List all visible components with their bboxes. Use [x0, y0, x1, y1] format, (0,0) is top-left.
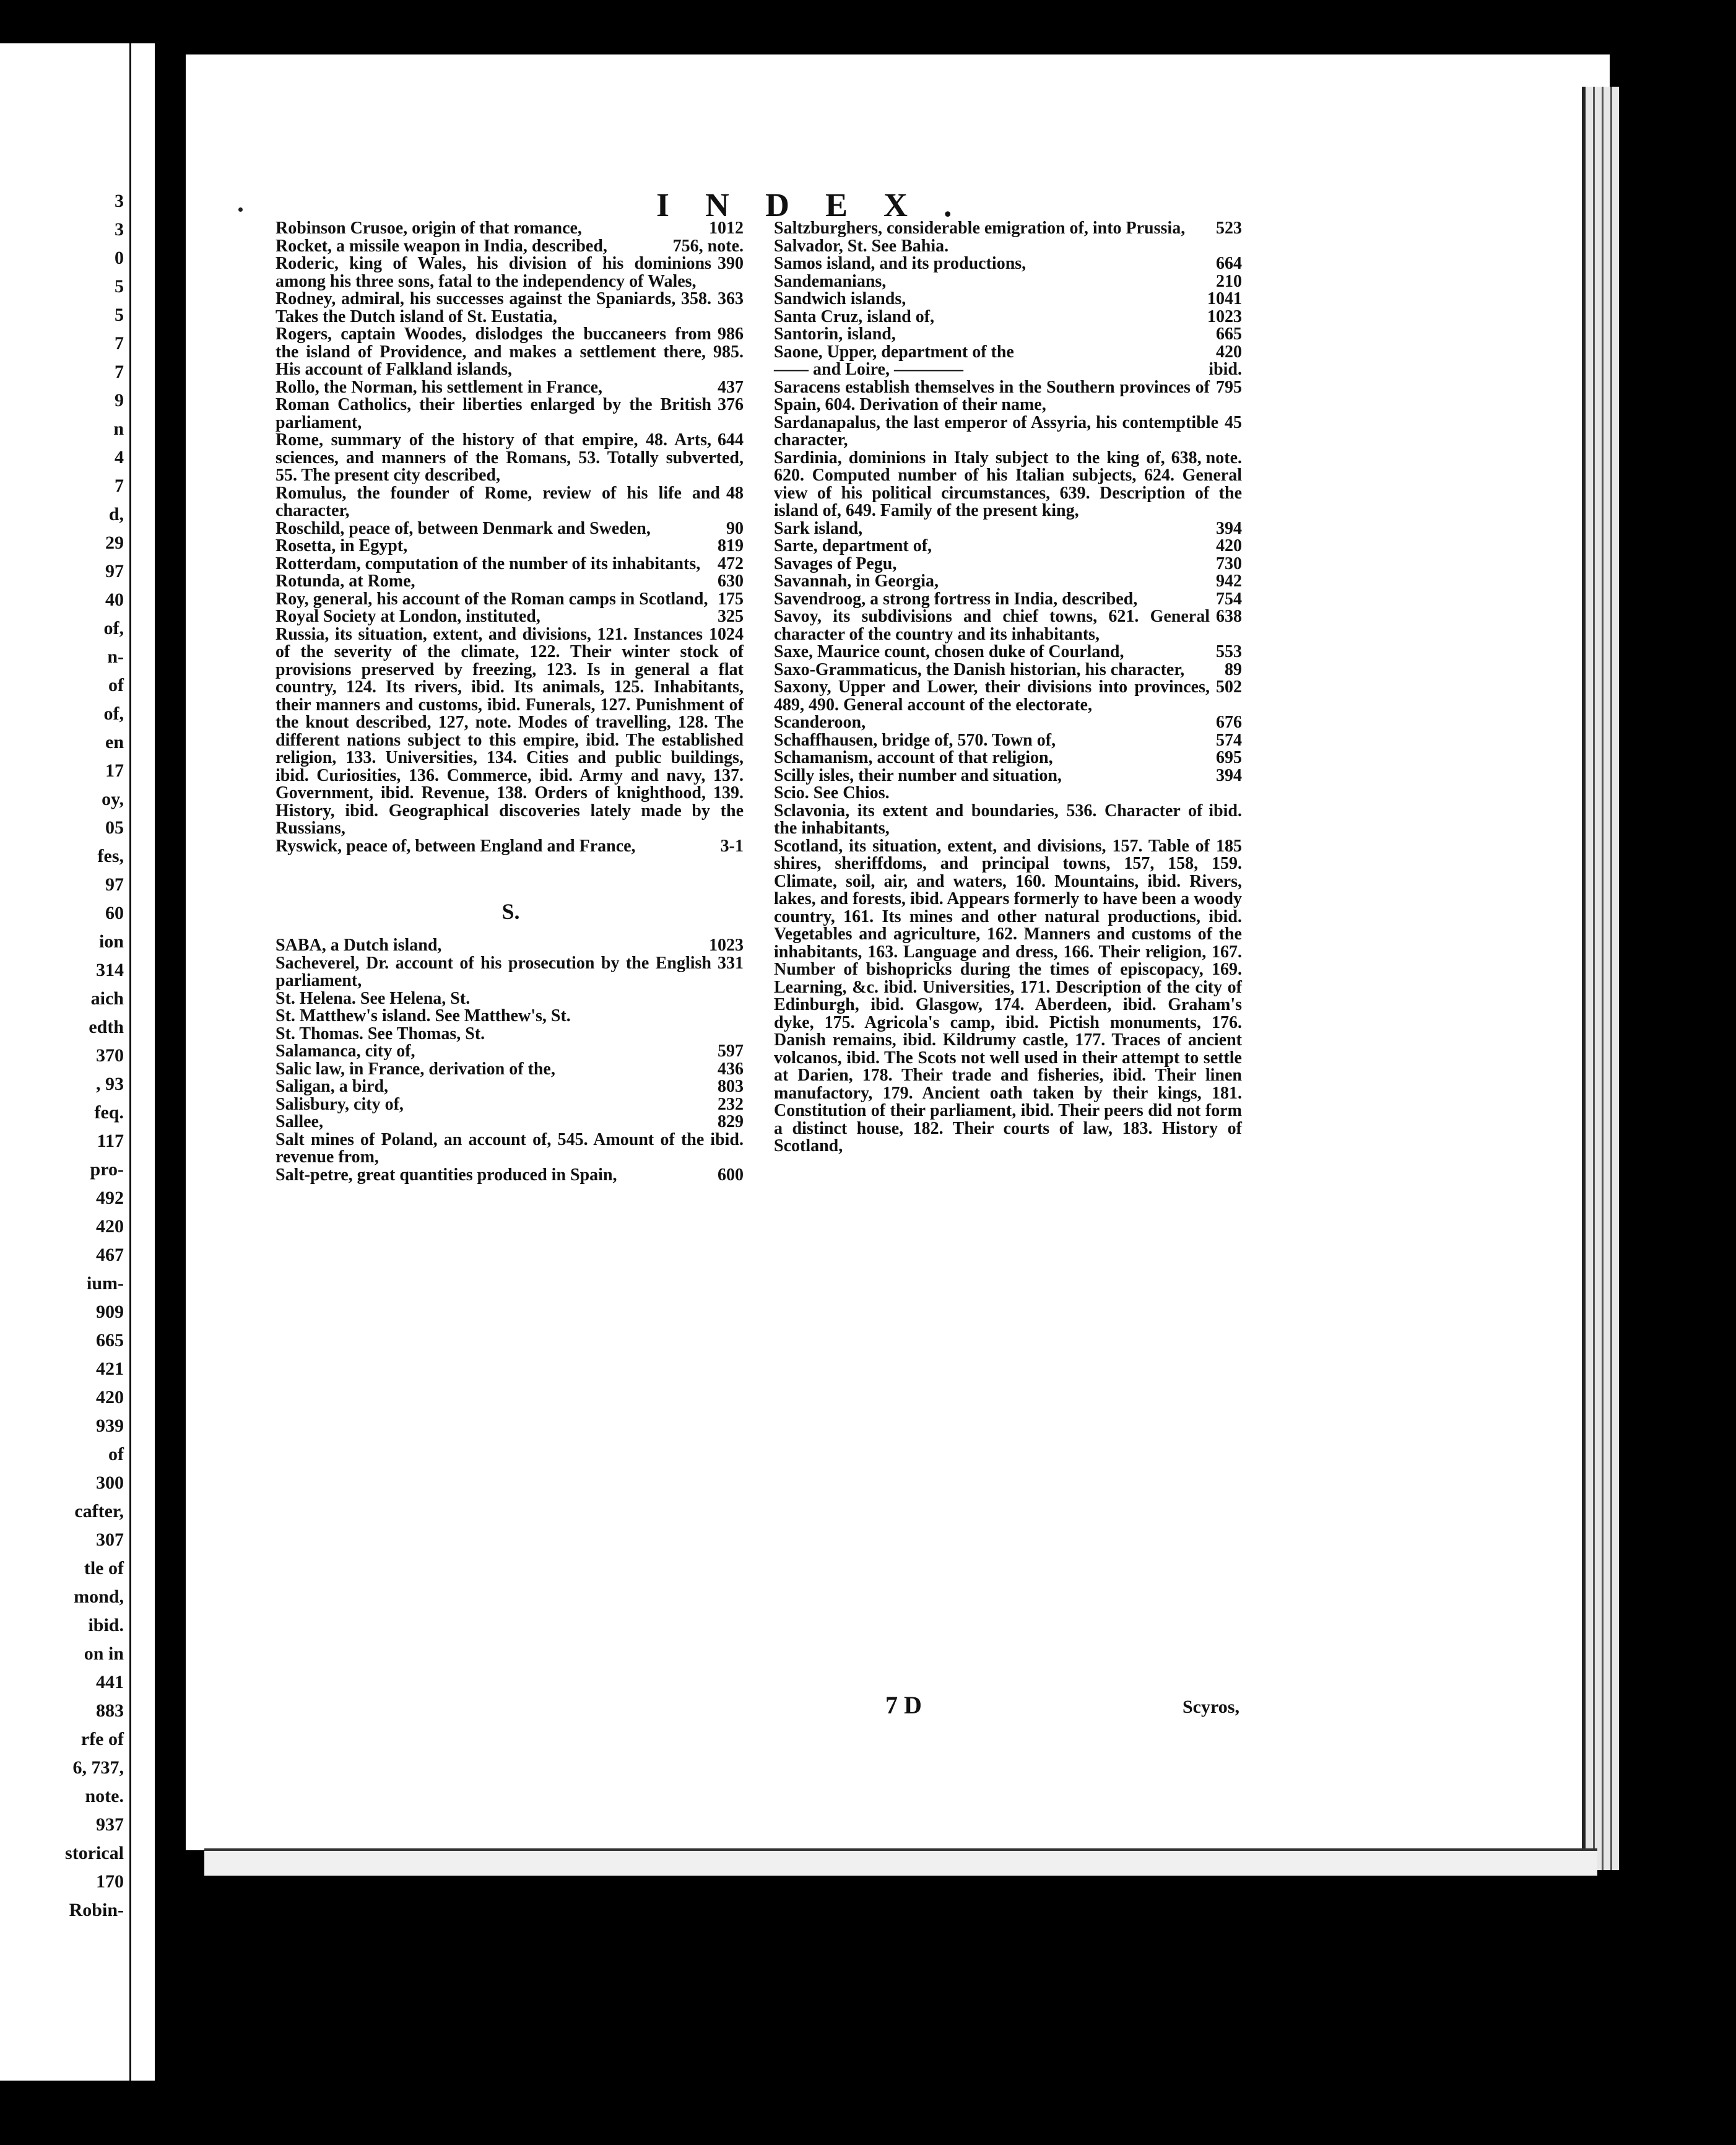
- entry-text: Salisbury, city of,: [276, 1094, 404, 1114]
- entry-page-ref: 325: [718, 607, 744, 626]
- adjacent-page-text-fragment: 300: [96, 1473, 124, 1493]
- index-entry: [276, 555, 746, 573]
- entry-page-ref: 436: [718, 1059, 744, 1079]
- entry-page-ref: 376: [718, 395, 744, 414]
- page-bottom-fold: [204, 1848, 1597, 1876]
- entry-page-ref: 437: [718, 377, 744, 397]
- adjacent-page-text-fragment: 97: [105, 561, 124, 581]
- adjacent-page-text-fragment: 17: [105, 760, 124, 781]
- adjacent-page-text-fragment: 97: [105, 874, 124, 895]
- index-entry: [276, 1061, 746, 1079]
- entry-page-ref: 597: [718, 1042, 744, 1061]
- entry-text: Scio. See Chios.: [774, 783, 890, 803]
- index-entry: [774, 308, 1244, 326]
- index-entry: [276, 1007, 746, 1025]
- entry-text: Savoy, its subdivisions and chief towns, 621. General character of the country and its inhabitants,: [774, 607, 1210, 644]
- entry-text: Sandwich islands,: [774, 289, 906, 308]
- entry-page-ref: 89: [1225, 659, 1242, 679]
- left-column: [276, 220, 746, 1184]
- index-entry: [276, 537, 746, 555]
- entry-page-ref: 600: [718, 1165, 744, 1185]
- adjacent-page-text-fragment: pro-: [90, 1159, 124, 1180]
- entry-page-ref: 1012: [709, 219, 744, 238]
- signature-mark: 7 D: [885, 1691, 922, 1719]
- adjacent-page-text-fragment: 117: [97, 1131, 124, 1151]
- index-entry: [276, 573, 746, 591]
- entry-text: Romulus, the founder of Rome, review of his life and character,: [276, 483, 720, 520]
- section-letter: S.: [501, 899, 520, 924]
- entry-page-ref: ibid.: [1209, 360, 1242, 379]
- adjacent-page-text-fragment: mond,: [74, 1586, 124, 1607]
- entry-text: Saligan, a bird,: [276, 1077, 389, 1096]
- adjacent-page-text-fragment: n: [113, 419, 124, 439]
- index-entry: [276, 485, 746, 520]
- entry-text: Sarte, department of,: [774, 536, 932, 555]
- entry-text: Scanderoon,: [774, 713, 866, 732]
- index-entry: [276, 379, 746, 397]
- index-entry: [276, 937, 746, 955]
- entry-page-ref: 630: [718, 572, 744, 591]
- index-entry: [276, 520, 746, 538]
- index-entry: [276, 626, 746, 838]
- entry-page-ref: 523: [1216, 219, 1242, 238]
- entry-text: Rotterdam, computation of the number of its inhabitants,: [276, 554, 701, 573]
- entry-text: Saxony, Upper and Lower, their divisions into provinces, 489, 490. General account of the electorate,: [774, 677, 1210, 715]
- entry-page-ref: 1041: [1207, 289, 1242, 308]
- entry-page-ref: 210: [1216, 271, 1242, 291]
- adjacent-page-text-fragment: of: [108, 1444, 124, 1464]
- adjacent-page-text-fragment: aich: [90, 988, 124, 1009]
- entry-text: Royal Society at London, instituted,: [276, 607, 540, 626]
- entry-page-ref: 1023: [709, 936, 744, 955]
- index-entry: [774, 838, 1244, 1155]
- adjacent-page-text-fragment: 939: [96, 1416, 124, 1436]
- adjacent-page-text-fragment: 937: [96, 1814, 124, 1835]
- adjacent-page-text-fragment: 60: [105, 903, 124, 923]
- entry-page-ref: 756, note.: [672, 236, 744, 256]
- adjacent-page-text-fragment: 7: [115, 476, 124, 496]
- entry-page-ref: 331: [718, 953, 744, 973]
- adjacent-page-text-fragment: oy,: [102, 789, 124, 809]
- entry-page-ref: 803: [718, 1077, 744, 1096]
- adjacent-page-text-fragment: 9: [115, 390, 124, 411]
- entry-page-ref: 363: [718, 289, 744, 308]
- adjacent-page-text-fragment: Robin-: [69, 1900, 124, 1920]
- entry-text: Savannah, in Georgia,: [774, 572, 939, 591]
- entry-text: Scilly isles, their number and situation,: [774, 765, 1062, 785]
- entry-page-ref: 754: [1216, 589, 1242, 609]
- entry-text: Santorin, island,: [774, 324, 896, 344]
- entry-page-ref: 175: [718, 589, 744, 609]
- entry-page-ref: ibid.: [710, 1129, 744, 1149]
- entry-page-ref: 185: [1216, 836, 1242, 856]
- entry-page-ref: 553: [1216, 642, 1242, 661]
- entry-text: Santa Cruz, island of,: [774, 307, 935, 326]
- entry-text: Sardinia, dominions in Italy subject to the king of, 620. Computed number of his Italian subjects, 624. General view of his political circumstances, 639. Description of the island of, 649. Family of the present king,: [774, 448, 1242, 520]
- adjacent-page-text-fragment: storical: [65, 1843, 124, 1863]
- entry-text: Saltzburghers, considerable emigration of, into Prussia,: [774, 219, 1186, 238]
- adjacent-page-text-fragment: 05: [105, 817, 124, 838]
- index-entry: [774, 767, 1244, 785]
- index-entry: [774, 326, 1244, 344]
- entry-page-ref: 1024: [709, 624, 744, 644]
- index-entry: [774, 732, 1244, 750]
- index-entry: [276, 1078, 746, 1096]
- adjacent-page-text-fragment: on in: [84, 1643, 124, 1664]
- entry-page-ref: 48: [726, 483, 744, 503]
- right-column: [774, 220, 1244, 1155]
- index-entry: [774, 749, 1244, 767]
- adjacent-page-text-fragment: 0: [115, 248, 124, 268]
- entry-text: Rosetta, in Egypt,: [276, 536, 408, 555]
- index-entry: [774, 520, 1244, 538]
- entry-text: Ryswick, peace of, between England and France,: [276, 836, 636, 856]
- entry-text: Rotunda, at Rome,: [276, 572, 415, 591]
- adjacent-page-text-fragment: 370: [96, 1045, 124, 1066]
- adjacent-page-text-fragment: 420: [96, 1216, 124, 1237]
- adjacent-page-text-fragment: ion: [98, 931, 124, 952]
- index-entry: [774, 379, 1244, 414]
- index-entry: [774, 414, 1244, 450]
- index-entry: [774, 238, 1244, 256]
- entry-page-ref: 986: [718, 324, 744, 344]
- adjacent-page-edge: [129, 43, 131, 2081]
- entry-text: Samos island, and its productions,: [774, 254, 1026, 273]
- entry-page-ref: 942: [1216, 572, 1242, 591]
- entry-text: Sclavonia, its extent and boundaries, 536. Character of the inhabitants,: [774, 801, 1203, 838]
- entry-text: Roman Catholics, their liberties enlarged by the British parliament,: [276, 395, 711, 432]
- index-entry: [276, 1167, 746, 1185]
- index-entry: [774, 273, 1244, 291]
- entry-text: Schamanism, account of that religion,: [774, 748, 1053, 767]
- adjacent-page-text-fragment: 467: [96, 1245, 124, 1265]
- index-entry: [276, 238, 746, 256]
- index-entry: [774, 255, 1244, 273]
- entry-text: Saone, Upper, department of the: [774, 342, 1014, 362]
- entry-page-ref: 420: [1216, 342, 1242, 362]
- adjacent-page-text-fragment: note.: [85, 1786, 124, 1806]
- entry-page-ref: 472: [718, 554, 744, 573]
- index-entry: [276, 1096, 746, 1114]
- entry-page-ref: 638, note.: [1171, 448, 1242, 468]
- index-entry: [774, 344, 1244, 362]
- adjacent-page-text-fragment: 6, 737,: [72, 1757, 124, 1778]
- index-entry: [276, 990, 746, 1008]
- entry-page-ref: 644: [718, 430, 744, 450]
- entry-text: Saracens establish themselves in the Southern provinces of Spain, 604. Derivation of their name,: [774, 377, 1210, 414]
- adjacent-page-text-fragment: en: [105, 732, 124, 752]
- index-entry: [774, 591, 1244, 609]
- adjacent-page-text-fragment: 420: [96, 1387, 124, 1408]
- adjacent-page-text-fragment: 170: [96, 1871, 124, 1892]
- adjacent-page-text-fragment: 5: [115, 276, 124, 297]
- adjacent-page-text-fragment: 307: [96, 1529, 124, 1550]
- entry-page-ref: 829: [718, 1112, 744, 1131]
- adjacent-page-text-fragment: 40: [105, 590, 124, 610]
- adjacent-page-text-fragment: 5: [115, 305, 124, 325]
- entry-text: Saxo-Grammaticus, the Danish historian, his character,: [774, 659, 1185, 679]
- entry-page-ref: 390: [718, 254, 744, 273]
- index-entry: [276, 396, 746, 432]
- entry-page-ref: 695: [1216, 748, 1242, 767]
- index-entry: [774, 450, 1244, 520]
- index-entry: [276, 326, 746, 379]
- entry-text: St. Helena. See Helena, St.: [276, 988, 471, 1008]
- adjacent-page-text-fragment: ium-: [87, 1273, 124, 1294]
- entry-text: Sardanapalus, the last emperor of Assyria, his contemptible character,: [774, 412, 1218, 450]
- entry-page-ref: 420: [1216, 536, 1242, 555]
- ink-speck: [238, 207, 243, 212]
- index-entry: [774, 361, 1244, 379]
- entry-page-ref: 232: [718, 1094, 744, 1114]
- adjacent-page-text-fragment: edth: [89, 1017, 124, 1037]
- page-header: INDEX.: [656, 186, 988, 224]
- index-entry: [276, 838, 746, 856]
- index-entry: [276, 1025, 746, 1043]
- adjacent-page-fragment: [0, 43, 155, 2081]
- page-stack-edge: [1582, 87, 1619, 1870]
- index-entry: [276, 255, 746, 290]
- index-entry: [774, 220, 1244, 238]
- adjacent-page-text-fragment: fes,: [97, 846, 124, 866]
- entry-text: Russia, its situation, extent, and divisions, 121. Instances of the severity of the climate, 122. Their winter stock of provisions preserved by freezing, 123. Is in general a flat country, 124. Its rivers, ibid. Its animals, 125. Inhabitants, their manners and customs, ibid. Funerals, 127. Punishment of the knout described, 127, note. Modes of travelling, 128. The different nations subject to this empire, ibid. The established religion, 133. Universities, 134. Cities and public buildings, ibid. Curiosities, 136. Commerce, ibid. Army and navy, 137. Government, ibid. Revenue, 138. Orders of knighthood, 139. History, ibid. Geographical discoveries lately made by the Russians,: [276, 624, 744, 838]
- entry-text: Salvador, St. See Bahia.: [774, 236, 949, 256]
- adjacent-page-text-fragment: 421: [96, 1359, 124, 1379]
- catchword: Scyros,: [1183, 1697, 1239, 1717]
- entry-text: St. Thomas. See Thomas, St.: [276, 1024, 485, 1043]
- entry-text: Sandemanians,: [774, 271, 887, 291]
- entry-text: Salamanca, city of,: [276, 1042, 415, 1061]
- index-entry: [276, 1043, 746, 1061]
- index-entry: [276, 1113, 746, 1131]
- entry-text: St. Matthew's island. See Matthew's, St.: [276, 1006, 571, 1025]
- entry-text: Rodney, admiral, his successes against the Spaniards, 358. Takes the Dutch island of St. Eustatia,: [276, 289, 711, 326]
- adjacent-page-text-fragment: ibid.: [88, 1615, 124, 1635]
- entry-text: Rome, summary of the history of that empire, 48. Arts, sciences, and manners of the Romans, 53. Totally subverted, 55. The present city described,: [276, 430, 744, 485]
- adjacent-page-text-fragment: 4: [115, 447, 124, 468]
- entry-text: Robinson Crusoe, origin of that romance,: [276, 219, 582, 238]
- adjacent-page-text-fragment: 7: [115, 362, 124, 382]
- entry-page-ref: 1023: [1207, 307, 1242, 326]
- index-entry: [276, 290, 746, 326]
- index-entry: [774, 555, 1244, 573]
- adjacent-page-text-fragment: of,: [103, 703, 124, 724]
- adjacent-page-text-fragment: 883: [96, 1700, 124, 1721]
- entry-text: Rocket, a missile weapon in India, described,: [276, 236, 607, 256]
- adjacent-page-text-fragment: n-: [107, 646, 124, 667]
- index-entry: [276, 432, 746, 485]
- adjacent-page-text-fragment: 3: [115, 219, 124, 240]
- entry-page-ref: 730: [1216, 554, 1242, 573]
- entry-page-ref: 819: [718, 536, 744, 555]
- entry-text: Rogers, captain Woodes, dislodges the buccaneers from the island of Providence, and makes a settlement there, 985. His account of Falkland islands,: [276, 324, 744, 379]
- index-entry: [276, 220, 746, 238]
- entry-page-ref: 394: [1216, 518, 1242, 538]
- entry-text: Scotland, its situation, extent, and divisions, 157. Table of shires, sheriffdoms, and principal towns, 157, 158, 159. Climate, soil, air, and waters, 160. Mountains, ibid. Rivers, lakes, and forests, ibid. Appears formerly to have been a woody country, 161. Its mines and other natural productions, ibid. Vegetables and agriculture, 162. Manners and customs of the inhabitants, 163. Language and dress, 166. Their religion, 167. Number of bishopricks during the times of episcopacy, 169. Learning, &c. ibid. Universities, 171. Description of the city of Edinburgh, ibid. Glasgow, 174. Aberdeen, ibid. Graham's dyke, 175. Agricola's camp, ibid. Pictish monuments, 176. Danish remains, ibid. Kildrumy castle, 177. Traces of ancient volcanos, ibid. The Scots not well used in their attempt to settle at Darien, 178. Their trade and fisheries, ibid. Their linen manufactory, 179. Ancient oath taken by their kings, 181. Constitution of their parliament, ibid. Their peers did not form a distinct house, 182. Their courts of law, 183. History of Scotland,: [774, 836, 1242, 1155]
- adjacent-page-text-fragment: d,: [108, 504, 124, 524]
- adjacent-page-text-fragment: , 93: [96, 1074, 124, 1094]
- index-entry: [276, 608, 746, 626]
- entry-page-ref: 664: [1216, 254, 1242, 273]
- adjacent-page-text-fragment: tle of: [84, 1558, 124, 1578]
- entry-text: Sark island,: [774, 518, 863, 538]
- index-entry: [774, 661, 1244, 679]
- adjacent-page-text-fragment: 665: [96, 1330, 124, 1351]
- entry-text: Saxe, Maurice count, chosen duke of Courland,: [774, 642, 1124, 661]
- adjacent-page-text-fragment: of: [108, 675, 124, 695]
- index-entry: [774, 643, 1244, 661]
- entry-page-ref: 90: [726, 518, 744, 538]
- index-entry: [276, 1131, 746, 1167]
- entry-page-ref: 3-1: [720, 836, 744, 856]
- adjacent-page-text-fragment: rfe of: [80, 1729, 124, 1749]
- entry-text: SABA, a Dutch island,: [276, 936, 442, 955]
- adjacent-page-text-fragment: cafter,: [74, 1501, 124, 1521]
- adjacent-page-text-fragment: 7: [115, 333, 124, 354]
- entry-page-ref: ibid.: [1209, 801, 1242, 820]
- entry-page-ref: 795: [1216, 377, 1242, 397]
- entry-page-ref: 45: [1225, 412, 1242, 432]
- index-entry: [774, 714, 1244, 732]
- index-entry: [276, 955, 746, 990]
- index-entry: [774, 537, 1244, 555]
- entry-page-ref: 502: [1216, 677, 1242, 697]
- entry-text: Roderic, king of Wales, his division of his dominions among his three sons, fatal to the independency of Wales,: [276, 254, 711, 291]
- adjacent-page-text-fragment: 441: [96, 1672, 124, 1692]
- entry-text: Rollo, the Norman, his settlement in France,: [276, 377, 603, 397]
- index-entry: [774, 803, 1244, 838]
- entry-text: Savages of Pegu,: [774, 554, 897, 573]
- entry-text: Salic law, in France, derivation of the,: [276, 1059, 555, 1079]
- entry-text: Roschild, peace of, between Denmark and Sweden,: [276, 518, 651, 538]
- entry-page-ref: 394: [1216, 765, 1242, 785]
- entry-text: Schaffhausen, bridge of, 570. Town of,: [774, 730, 1056, 750]
- entry-text: Salt mines of Poland, an account of, 545. Amount of the revenue from,: [276, 1129, 705, 1167]
- adjacent-page-text-fragment: 909: [96, 1302, 124, 1322]
- adjacent-page-text-fragment: of,: [103, 618, 124, 638]
- adjacent-page-text-fragment: feq.: [94, 1102, 124, 1123]
- adjacent-page-text-fragment: 3: [115, 191, 124, 211]
- entry-page-ref: 665: [1216, 324, 1242, 344]
- index-entry: [774, 785, 1244, 803]
- entry-text: Roy, general, his account of the Roman camps in Scotland,: [276, 589, 708, 609]
- entry-text: Sacheverel, Dr. account of his prosecution by the English parliament,: [276, 953, 711, 990]
- entry-text: —— and Loire, ————: [774, 360, 963, 379]
- entry-text: Savendroog, a strong fortress in India, described,: [774, 589, 1138, 609]
- index-entry: [774, 679, 1244, 714]
- entry-text: Sallee,: [276, 1112, 323, 1131]
- index-entry: [276, 591, 746, 609]
- entry-page-ref: 676: [1216, 713, 1242, 732]
- adjacent-page-text-fragment: 492: [96, 1188, 124, 1208]
- entry-page-ref: 638: [1216, 607, 1242, 626]
- adjacent-page-text-fragment: 314: [96, 960, 124, 980]
- index-entry: [774, 608, 1244, 643]
- adjacent-page-text-fragment: 29: [105, 533, 124, 553]
- index-entry: [774, 290, 1244, 308]
- entry-text: Salt-petre, great quantities produced in Spain,: [276, 1165, 617, 1185]
- index-entry: [774, 573, 1244, 591]
- entry-page-ref: 574: [1216, 730, 1242, 750]
